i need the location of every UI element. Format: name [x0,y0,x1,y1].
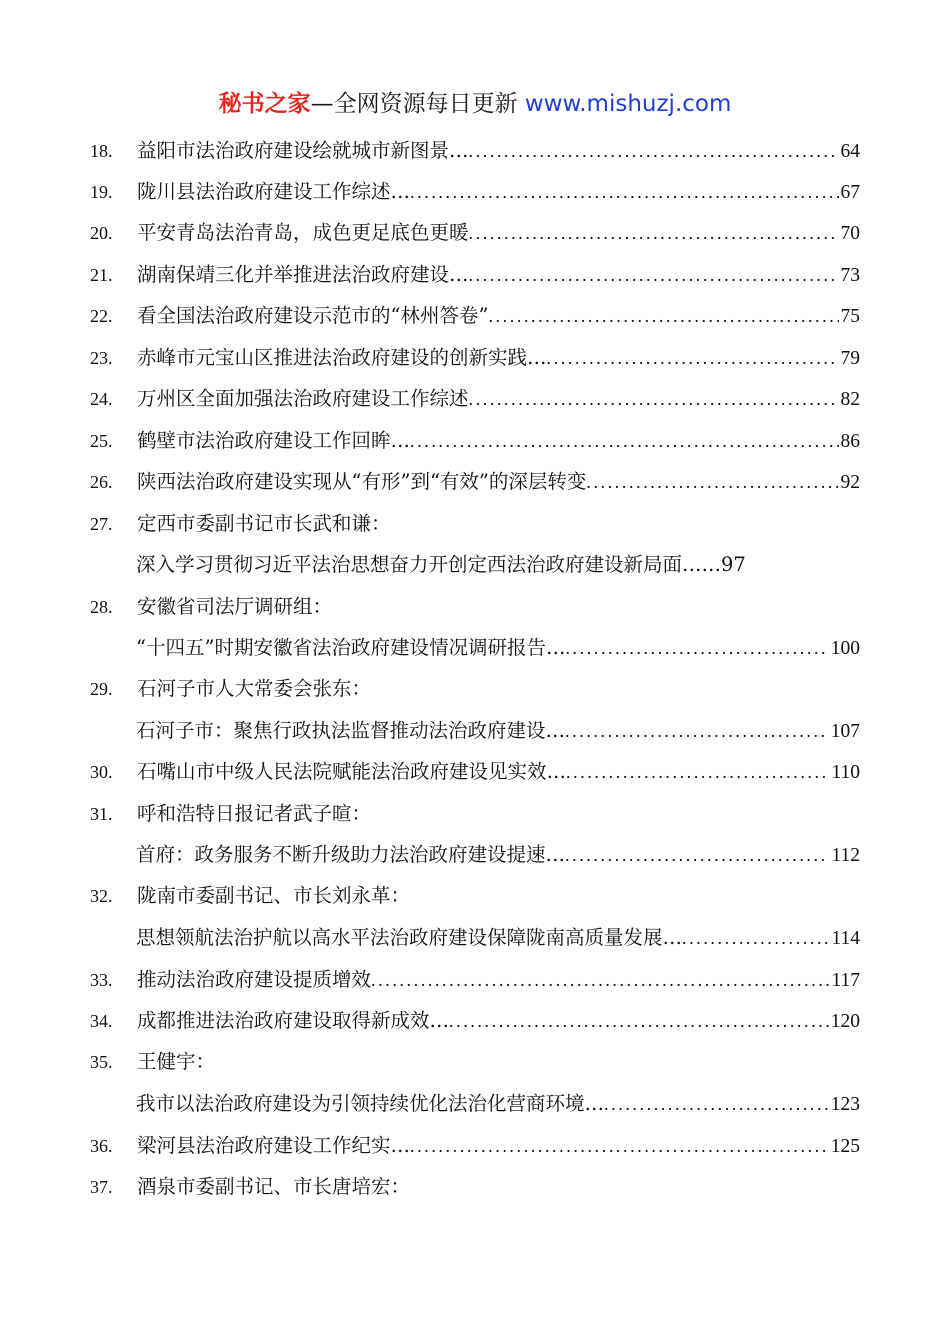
toc-entry[interactable] [90,135,860,167]
entry-line [137,383,860,416]
toc-entry[interactable] [90,715,860,747]
toc-entry[interactable] [90,756,860,788]
entry-title: 推动法治政府建设提质增效 [137,968,372,991]
toc-entry[interactable] [90,591,860,623]
entry-number: 25. [90,431,113,451]
entry-number: 37. [90,1177,113,1197]
entry-number: 36. [90,1136,113,1156]
entry-number: 21. [90,265,113,285]
entry-number: 24. [90,389,113,409]
entry-page-number: 107 [830,721,860,742]
entry-page-number: 112 [831,845,860,866]
dot-leader [469,259,839,291]
dot-leader [410,176,838,208]
entry-line [136,839,860,872]
entry-title: 定西市委副书记市长武和谦： [137,512,391,535]
entry-title: 成都推进法治政府建设取得新成效… [137,1009,450,1032]
entry-number: 30. [90,762,113,782]
entry-line [137,259,860,292]
dot-leader [565,632,828,664]
entry-page-number: 92 [840,472,860,493]
entry-line [137,964,860,997]
entry-number: 26. [90,472,113,492]
toc-entry[interactable] [90,466,860,498]
dot-leader [469,383,839,415]
entry-page-number: 114 [831,928,860,949]
toc-entry[interactable] [90,508,860,540]
toc-entry[interactable] [90,342,860,374]
entry-line [137,798,860,830]
entry-page-number: 64 [840,141,860,162]
dot-leader [469,217,839,249]
entry-line [136,715,860,748]
entry-number: 22. [90,306,113,326]
entry-page-number: 79 [840,348,860,369]
entry-title: 湖南保靖三化并举推进法治政府建设… [137,263,469,286]
entry-title: 梁河县法治政府建设工作纪实… [137,1134,411,1157]
entry-line [137,756,860,789]
entry-subtitle: “十四五”时期安徽省法治政府建设情况调研报告… [136,636,566,659]
dot-leader [566,756,829,788]
entry-number: 20. [90,223,113,243]
dot-leader [469,135,839,167]
entry-title: 万州区全面加强法治政府建设工作综述 [137,387,469,410]
toc-entry[interactable] [90,1171,860,1203]
site-slogan: —全网资源每日更新 [310,91,525,117]
entry-number: 27. [90,514,113,534]
entry-number: 35. [90,1052,113,1072]
toc-entry[interactable] [90,425,860,457]
entry-page-number: 110 [831,762,860,783]
entry-line [137,1171,860,1203]
entry-page-number: 125 [830,1136,860,1157]
entry-title: 石嘴山市中级人民法院赋能法治政府建设见实效… [137,760,567,783]
toc-entry[interactable] [90,922,860,954]
entry-subtitle: 石河子市：聚焦行政执法监督推动法治政府建设… [136,719,566,742]
dot-leader [410,1130,829,1162]
entry-title: 益阳市法治政府建设绘就城市新图景… [137,139,469,162]
entry-page-number: 73 [840,265,860,286]
dot-leader [586,466,838,498]
toc-entry[interactable] [90,839,860,871]
toc-entry[interactable] [90,1088,860,1120]
entry-page-number: 82 [840,389,860,410]
entry-number: 28. [90,597,113,617]
entry-title: 鹤壁市法治政府建设工作回眸… [137,429,411,452]
toc-entry[interactable] [90,632,860,664]
entry-title: 呼和浩特日报记者武子暄： [137,802,372,825]
entry-line [137,508,860,540]
entry-subtitle: 思想领航法治护航以高水平法治政府建设保障陇南高质量发展… [136,926,683,949]
toc-entry[interactable] [90,673,860,705]
entry-title: 王健宇： [137,1050,216,1073]
dot-leader [371,964,829,996]
toc-entry[interactable] [90,880,860,912]
dot-leader [547,342,839,374]
entry-page-number: 70 [840,223,860,244]
entry-line [137,591,860,623]
entry-title: 安徽省司法厅调研组： [137,595,333,618]
site-url[interactable]: www.mishuzj.com [524,91,732,117]
entry-line [137,425,860,458]
entry-title: 看全国法治政府建设示范市的“林州答卷” [137,304,489,327]
entry-line [136,922,860,955]
entry-number: 33. [90,970,113,990]
entry-line [137,466,860,499]
toc-entry[interactable] [90,964,860,996]
entry-page-number: 117 [831,970,860,991]
dot-leader [488,300,838,332]
entry-title: 酒泉市委副书记、市长唐培宏： [137,1175,411,1198]
toc-entry[interactable] [90,1046,860,1078]
entry-title: 赤峰市元宝山区推进法治政府建设的创新实践… [137,346,547,369]
entry-page-number: 120 [830,1011,860,1032]
toc-entry[interactable] [90,549,860,581]
dot-leader [682,922,829,954]
toc-entry[interactable] [90,217,860,249]
entry-title: 陕西法治政府建设实现从“有形”到“有效”的深层转变 [137,470,587,493]
entry-title: 陇南市委副书记、市长刘永革： [137,884,411,907]
entry-subtitle: 我市以法治政府建设为引领持续优化法治化营商环境… [136,1092,605,1115]
entry-page-number: 75 [840,306,860,327]
toc-entry[interactable] [90,383,860,415]
entry-title: 陇川县法治政府建设工作综述… [137,180,411,203]
entry-line [137,342,860,375]
entry-number: 18. [90,141,113,161]
entry-line [137,176,860,209]
entry-page-number: 86 [840,431,860,452]
site-header [0,88,950,120]
entry-title: 石河子市人大常委会张东： [137,677,372,700]
toc-entry[interactable] [90,300,860,332]
entry-line [137,135,860,168]
entry-number: 19. [90,182,113,202]
dot-leader [449,1005,829,1037]
toc-entry[interactable] [90,798,860,830]
entry-number: 29. [90,679,113,699]
toc-entry[interactable] [90,1130,860,1162]
entry-line [136,632,860,665]
entry-subtitle: 深入学习贯彻习近平法治思想奋力开创定西法治政府建设新局面……97 [136,553,746,576]
toc-entry[interactable] [90,176,860,208]
site-brand: 秘书之家 [218,91,311,117]
entry-page-number: 67 [840,182,860,203]
entry-title: 平安青岛法治青岛，成色更足底色更暖 [137,221,469,244]
dot-leader [565,715,829,747]
entry-line [137,673,860,705]
toc-entry[interactable] [90,259,860,291]
entry-line [137,217,860,250]
entry-line [137,1046,860,1078]
entry-line [137,880,860,912]
dot-leader [410,425,838,457]
dot-leader [604,1088,829,1120]
entry-number: 32. [90,886,113,906]
entry-number: 31. [90,804,113,824]
entry-number: 23. [90,348,113,368]
entry-page-number: 100 [830,638,860,659]
entry-line [137,300,860,333]
entry-number: 34. [90,1011,113,1031]
toc-entry[interactable] [90,1005,860,1037]
dot-leader [565,839,829,871]
entry-line [137,1130,860,1163]
entry-line [137,1005,860,1038]
entry-page-number: 123 [830,1094,860,1115]
entry-line [136,549,860,581]
entry-line [136,1088,860,1121]
entry-subtitle: 首府：政务服务不断升级助力法治政府建设提速… [136,843,566,866]
